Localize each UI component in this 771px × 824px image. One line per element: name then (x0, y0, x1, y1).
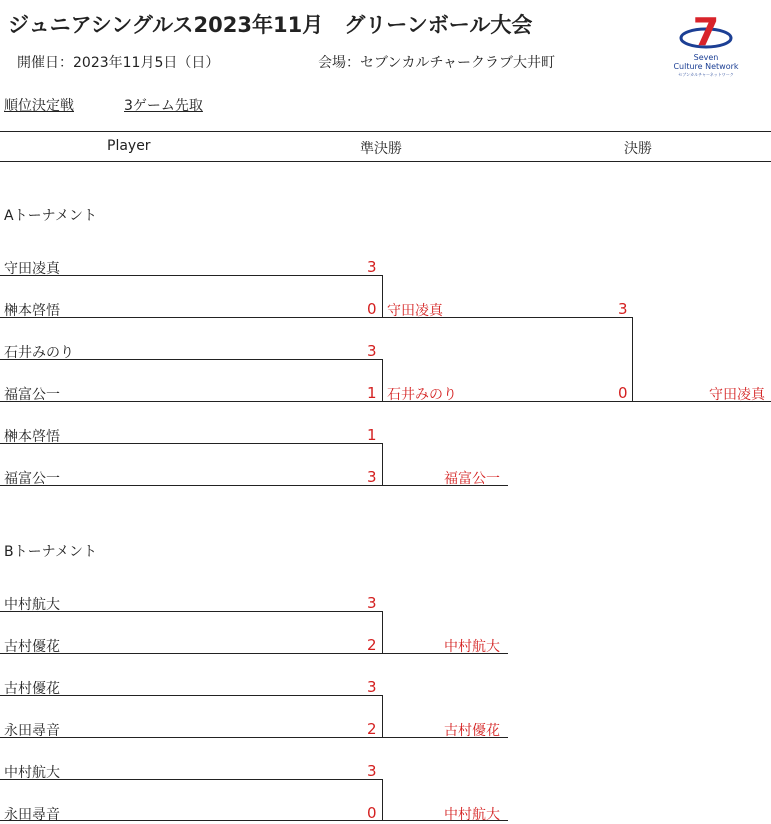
header-bottom-rule (0, 161, 771, 162)
bracket-line (0, 485, 508, 486)
b-m3-score1: 3 (367, 762, 377, 780)
b-m3-player2: 永田尋音 (4, 807, 60, 823)
b-m1-score2: 2 (367, 636, 377, 654)
a-m1-winner: 守田凌真 (387, 303, 443, 319)
a-m3-score1: 1 (367, 426, 377, 444)
bracket-line (0, 779, 382, 780)
a-m2-winner: 石井みのり (387, 387, 457, 403)
a-m2-player2: 福富公一 (4, 387, 60, 403)
a-m1-player2: 榊本啓悟 (4, 303, 60, 319)
a-m3-winner: 福富公一 (444, 471, 500, 487)
bracket-line (0, 359, 382, 360)
b-m2-player2: 永田尋音 (4, 723, 60, 739)
bracket-line (0, 443, 382, 444)
header-player: Player (107, 138, 151, 154)
bracket-line (382, 443, 383, 485)
b-m1-winner: 中村航大 (444, 639, 500, 655)
a-m1-score1: 3 (367, 258, 377, 276)
bracket-line (0, 695, 382, 696)
logo-seven-glyph: 7 (692, 10, 720, 54)
logo-line2: Culture Network (673, 62, 739, 71)
bracket-line (382, 779, 383, 820)
b-m1-player1: 中村航大 (4, 597, 60, 613)
a-m2-player1: 石井みのり (4, 345, 74, 361)
bracket-line (382, 359, 383, 401)
event-date: 開催日：2023年11月5日（日） (17, 55, 220, 71)
b-m3-player1: 中村航大 (4, 765, 60, 781)
b-m1-score1: 3 (367, 594, 377, 612)
logo-small-text: セブンカルチャーネットワーク (678, 72, 734, 77)
header-semifinal: 準決勝 (360, 141, 402, 157)
format-label: 順位決定戦 (4, 98, 74, 114)
bracket-line (0, 401, 771, 402)
b-m3-score2: 0 (367, 804, 377, 822)
a-m2-score2: 1 (367, 384, 377, 402)
a-final-score1: 3 (618, 300, 628, 318)
bracket-line (0, 737, 508, 738)
bracket-line (382, 695, 383, 737)
bracket-line (0, 317, 632, 318)
bracket-line (632, 317, 633, 401)
a-final-winner: 守田凌真 (709, 387, 765, 403)
a-m3-player2: 福富公一 (4, 471, 60, 487)
b-m2-winner: 古村優花 (444, 723, 500, 739)
b-m2-score1: 3 (367, 678, 377, 696)
a-m1-score2: 0 (367, 300, 377, 318)
bracket-line (0, 653, 508, 654)
a-m2-score1: 3 (367, 342, 377, 360)
a-m3-player1: 榊本啓悟 (4, 429, 60, 445)
header-top-rule (0, 131, 771, 132)
a-m1-player1: 守田凌真 (4, 261, 60, 277)
bracket-line (0, 611, 382, 612)
b-m3-winner: 中村航大 (444, 807, 500, 823)
bracket-line (0, 275, 382, 276)
logo-line1: Seven (693, 53, 719, 62)
b-m2-player1: 古村優花 (4, 681, 60, 697)
b-m1-player2: 古村優花 (4, 639, 60, 655)
format-rule: 3ゲーム先取 (124, 98, 203, 114)
page-title: ジュニアシングルス2023年11月 グリーンボール大会 (8, 13, 533, 37)
tournament-b-title: Bトーナメント (4, 544, 98, 560)
b-m2-score2: 2 (367, 720, 377, 738)
bracket-line (382, 275, 383, 317)
bracket-line (382, 611, 383, 653)
tournament-a-title: Aトーナメント (4, 208, 98, 224)
header-final: 決勝 (624, 141, 652, 157)
a-final-score2: 0 (618, 384, 628, 402)
seven-culture-network-logo (670, 8, 742, 80)
venue: 会場：セブンカルチャークラブ大井町 (318, 55, 556, 71)
a-m3-score2: 3 (367, 468, 377, 486)
bracket-line (0, 820, 508, 821)
